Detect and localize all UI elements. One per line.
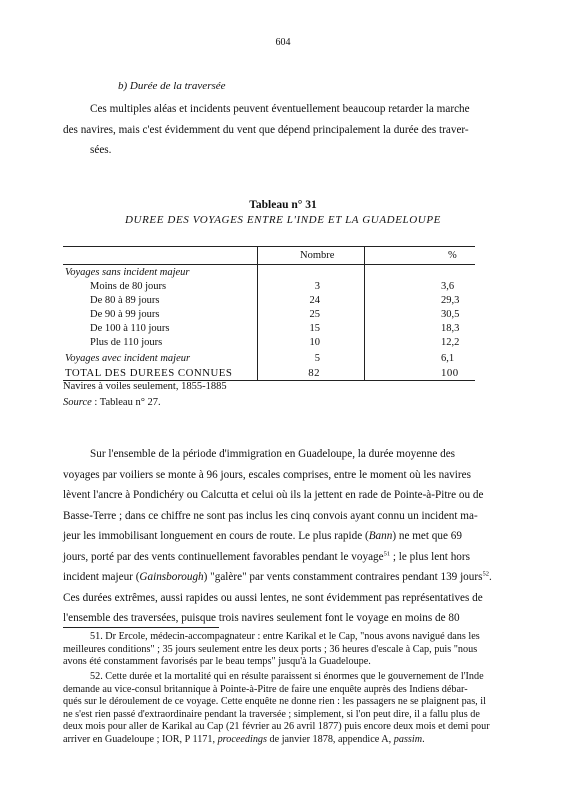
- footnote-line: [63, 734, 508, 747]
- row-percent: 100: [441, 367, 459, 379]
- text-line: lèvent l'ancre à Pondichéry ou Calcutta et celui où ils la jettent en rade de Pointe-à-Pitre ou de: [63, 489, 484, 501]
- row-label: Moins de 80 jours: [90, 281, 167, 292]
- text-run: .: [488, 571, 492, 583]
- row-label: Plus de 110 jours: [90, 337, 163, 348]
- footnote-line: deux mois pour aller de Karikal au Cap (21 février au 26 avril 1877) puis encore deux mois et demi pour: [63, 721, 490, 733]
- table-header-rule: [63, 264, 475, 265]
- text-run: jeur les immobilisant longuement en cours de route. Le plus rapide (: [63, 530, 369, 542]
- footnote-line: 51. Dr Ercole, médecin-accompagnateur : entre Karikal et le Cap, "nous avons navigué dans les: [90, 631, 480, 642]
- ship-name: Gainsborough: [139, 571, 204, 583]
- column-header-percent: %: [448, 250, 457, 261]
- text-run: de janvier 1878, appendice A,: [267, 733, 394, 745]
- text-run: .: [422, 733, 425, 745]
- table-title: Tableau n° 31: [249, 199, 317, 211]
- text-run: ) "galère" par vents constamment contraires pendant 139 jours: [203, 571, 483, 583]
- ship-name: Bann: [368, 530, 393, 542]
- row-count: 5: [314, 353, 320, 364]
- row-label: Voyages avec incident majeur: [65, 353, 191, 364]
- text-line: [63, 567, 505, 588]
- text-run: arriver en Guadeloupe ; IOR, P 1171,: [63, 733, 218, 745]
- footnote-line: 52. Cette durée et la mortalité qui en résulte paraissent si énormes que le gouvernement de l'Inde: [90, 671, 484, 682]
- source-label: Source: [63, 397, 92, 408]
- footnote-52: [63, 671, 508, 747]
- body-paragraph: [63, 444, 505, 629]
- table-top-rule: [63, 246, 475, 247]
- text-line: l'ensemble des traversées, puisque trois navires seulement font le voyage en moins de 80: [63, 612, 460, 624]
- row-percent: 6,1: [441, 353, 455, 364]
- table-source: [63, 397, 161, 408]
- row-count: 82: [308, 367, 320, 379]
- text-line: [63, 526, 505, 547]
- table-total-row: [65, 367, 475, 381]
- text-line: voyages par voiliers se monte à 96 jours, escales comprises, entre le moment où les navires: [63, 468, 471, 481]
- source-text: : Tableau n° 27.: [91, 397, 161, 408]
- text-line: Ces durées extrêmes, aussi rapides ou aussi lentes, ne sont évidemment pas représentatives de: [63, 591, 483, 604]
- table-subtitle: DUREE DES VOYAGES ENTRE L'INDE ET LA GUADELOUPE: [125, 214, 441, 226]
- footnote-separator: [63, 627, 219, 628]
- text-run: ) ne met que 69: [392, 530, 462, 542]
- table-row: [65, 295, 475, 309]
- row-count: 10: [309, 337, 320, 348]
- row-label: De 80 à 89 jours: [90, 295, 160, 306]
- text-line: des navires, mais c'est évidemment du vent que dépend principalement la durée des traver-: [63, 123, 469, 136]
- text-line: [63, 547, 505, 568]
- text-line: Basse-Terre ; dans ce chiffre ne sont pas inclus les cinq convois ayant connu un incident ma-: [63, 509, 478, 522]
- row-count: 25: [309, 309, 320, 320]
- text-run: passim: [393, 733, 423, 745]
- row-percent: 29,3: [441, 295, 460, 306]
- footnote-line: qués sur le déroulement de ce voyage. Cette enquête ne donne rien : les passagers ne se plaignent pas, il: [63, 696, 486, 708]
- table-row: [65, 337, 475, 351]
- footnote-line: ne s'est rien passé d'extraordinaire pendant la traversée ; simplement, si l'on peut dire, il a fallu plus de: [63, 708, 480, 720]
- text-line: Ces multiples aléas et incidents peuvent éventuellement beaucoup retarder la marche: [90, 103, 470, 115]
- text-run: proceedings: [217, 733, 267, 745]
- footnote-ref: 52: [482, 570, 489, 578]
- group-label: Voyages sans incident majeur: [65, 267, 190, 278]
- intro-paragraph: [63, 99, 505, 161]
- table-note: Navires à voiles seulement, 1855-1885: [63, 381, 227, 392]
- footnote-line: avons été constamment favorisés par le beau temps" jusqu'à la Guadeloupe.: [63, 656, 371, 668]
- table-row: [65, 353, 475, 367]
- row-label: TOTAL DES DUREES CONNUES: [65, 367, 233, 379]
- table-row: [65, 323, 475, 337]
- row-percent: 30,5: [441, 309, 460, 320]
- text-line: Sur l'ensemble de la période d'immigration en Guadeloupe, la durée moyenne des: [90, 448, 456, 460]
- text-line: sées.: [90, 144, 112, 156]
- row-label: De 100 à 110 jours: [90, 323, 170, 334]
- text-run: ; le plus lent hors: [390, 550, 470, 563]
- table-row: [65, 309, 475, 323]
- row-percent: 12,2: [441, 337, 460, 348]
- section-heading: b) Durée de la traversée: [118, 80, 226, 92]
- row-count: 24: [309, 295, 320, 306]
- row-label: De 90 à 99 jours: [90, 309, 160, 320]
- footnote-51: [63, 631, 508, 669]
- table-row: [65, 281, 475, 295]
- page-number: 604: [275, 37, 291, 48]
- row-count: 15: [309, 323, 320, 334]
- footnote-line: demande au vice-consul britannique à Pointe-à-Pitre de faire une enquête auprès des Indiens débar-: [63, 683, 468, 695]
- table-group-label: [65, 267, 475, 281]
- footnote-ref: 51: [383, 549, 391, 557]
- row-percent: 3,6: [441, 281, 455, 292]
- footnote-line: meilleures conditions" ; 35 jours seulement entre les deux ports ; 36 heures d'escale à Cap, puis "nous: [63, 643, 478, 655]
- column-header-count: Nombre: [300, 250, 335, 261]
- row-percent: 18,3: [441, 323, 460, 334]
- text-run: incident majeur (: [63, 571, 140, 583]
- text-run: jours, porté par des vents continuellement favorables pendant le voyage: [63, 550, 384, 563]
- row-count: 3: [314, 281, 320, 292]
